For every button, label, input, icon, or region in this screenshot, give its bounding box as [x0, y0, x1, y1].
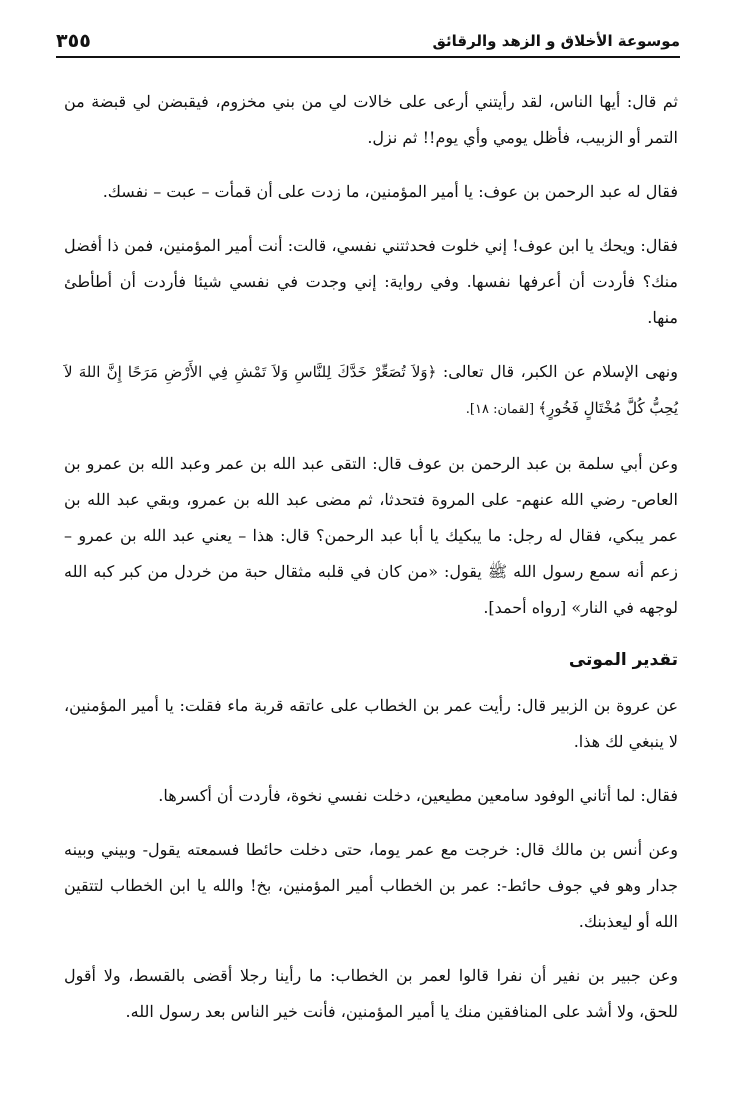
paragraph-5-text: وعن أبي سلمة بن عبد الرحمن بن عوف قال: التقى عبد الله بن عمر وعبد الله بن عمرو بن العاص- رضي الله عنهم- على المروة فتحدثا، ثم مضى عبد الله بن عمرو، وبقي عبد الله بن عمر يبكي، فقال له رجل: ما يبكيك يا أبا عبد الرحمن؟ قال: هذا – يعني عبد الله بن عمرو – زعم أنه سمع رسول الله ﷺ يقول: «من كان في قلبه مثقال حبة من خردل من كبر كبه الله لوجهه في النار»: [64, 454, 679, 617]
paragraph-4-text: ونهى الإسلام عن الكبر، قال تعالى:: [436, 362, 678, 381]
paragraph-3: فقال: ويحك يا ابن عوف! إني خلوت فحدثتني نفسي، قالت: أنت أمير المؤمنين، فمن ذا أفضل منك؟ فأردت أن أعرفها نفسها. وفي رواية: إني وجدت في نفسي شيئا فأردت أن أطأطئ منها.: [64, 236, 678, 327]
paragraph-6: عن عروة بن الزبير قال: رأيت عمر بن الخطاب على عاتقه قربة ماء فقلت: يا أمير المؤمنين، لا ينبغي لك هذا.: [64, 696, 678, 751]
paragraph-5: [64, 446, 678, 626]
page-body: [64, 84, 678, 1048]
paragraph-1: ثم قال: أيها الناس، لقد رأيتني أرعى على خالات لي من بني مخزوم، فيقبضن لي قبضة من التمر أو الزبيب، فأظل يومي وأي يوم!! ثم نزل.: [64, 92, 678, 147]
quran-verse: ﴿وَلاَ تُصَعِّرْ خَدَّكَ لِلنَّاسِ وَلاَ تَمْشِ فِي الأَرْضِ مَرَحًا إِنَّ اللهَ لاَ يُحِبُّ كُلَّ مُخْتَالٍ فَخُورٍ﴾: [64, 363, 678, 417]
hadith-citation: [رواه أحمد].: [483, 598, 567, 617]
page-number: ٣٥٥: [56, 30, 91, 52]
paragraph-2: فقال له عبد الرحمن بن عوف: يا أمير المؤمنين، ما زدت على أن قمأت – عبت – نفسك.: [102, 182, 678, 201]
quran-citation: [لقمان: ١٨].: [465, 402, 539, 417]
section-heading: تقدير الموتى: [568, 650, 678, 670]
header-rule: [56, 56, 680, 58]
page-header: [56, 30, 680, 62]
paragraph-4: [64, 354, 678, 428]
paragraph-8: وعن أنس بن مالك قال: خرجت مع عمر يوما، حتى دخلت حائطا فسمعته يقول- وبيني وبينه جدار وهو في جوف حائط-: عمر بن الخطاب أمير المؤمنين، بخ! والله يا ابن الخطاب لتتقين الله أو ليعذبنك.: [64, 840, 678, 931]
running-title: موسوعة الأخلاق و الزهد والرقائق: [432, 32, 680, 50]
paragraph-9: وعن جبير بن نفير أن نفرا قالوا لعمر بن الخطاب: ما رأينا رجلا أقضى بالقسط، ولا أقول للحق، ولا أشد على المنافقين منك يا أمير المؤمنين، فأنت خير الناس بعد رسول الله.: [64, 966, 678, 1021]
paragraph-7: فقال: لما أتاني الوفود سامعين مطيعين، دخلت نفسي نخوة، فأردت أن أكسرها.: [158, 786, 678, 805]
